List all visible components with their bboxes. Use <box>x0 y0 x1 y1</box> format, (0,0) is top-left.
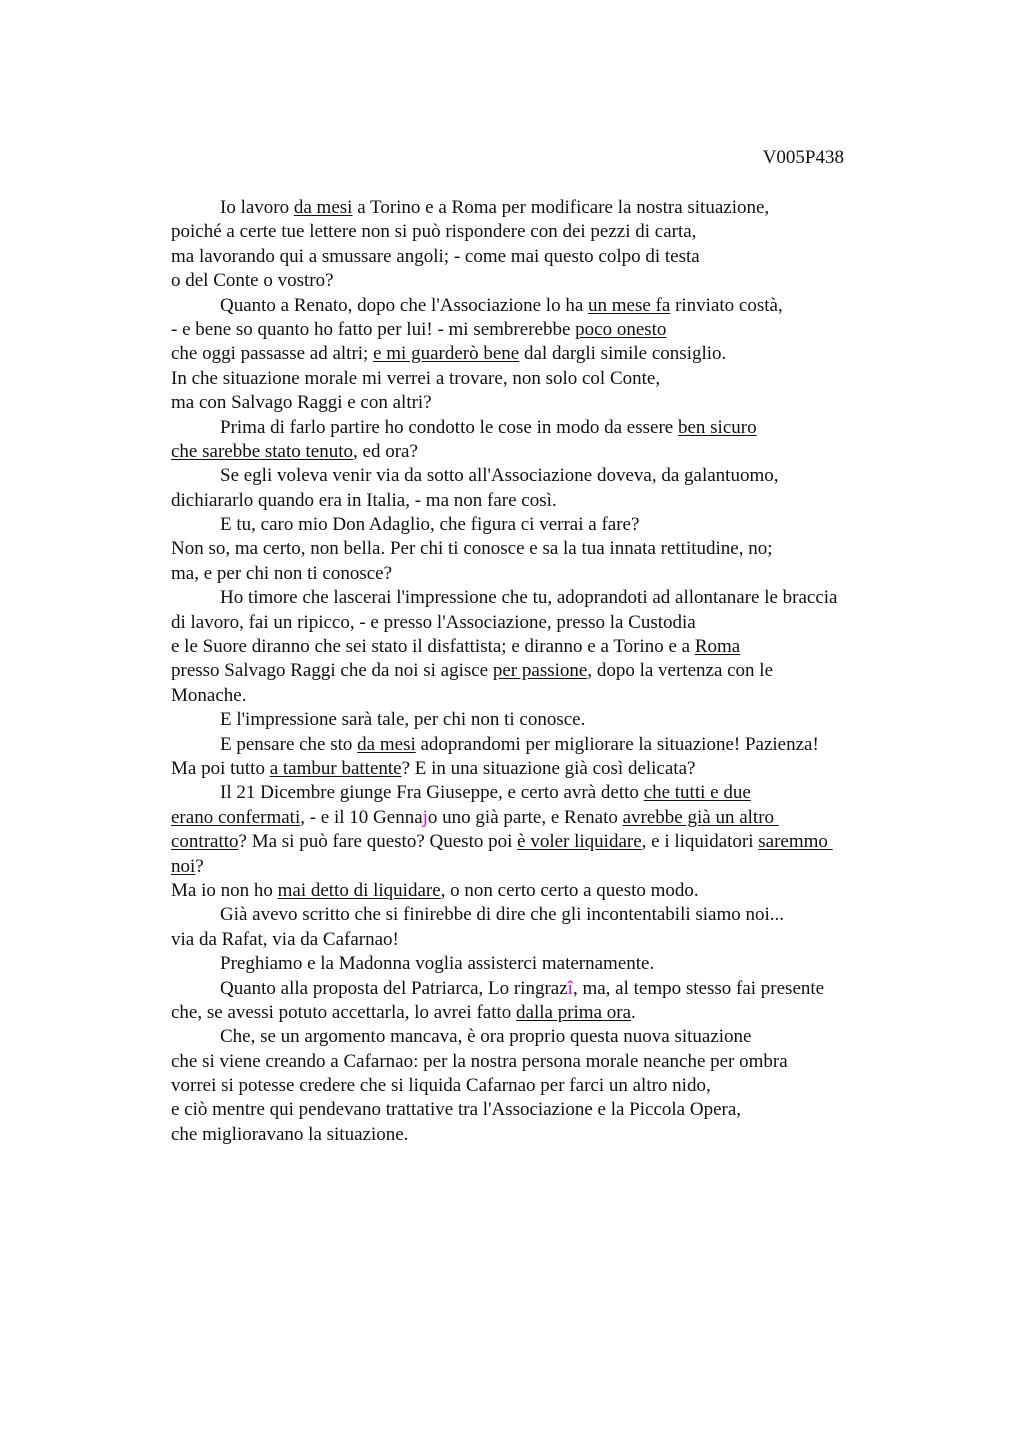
text-line <box>171 781 931 805</box>
underlined-text: da mesi <box>293 197 353 218</box>
text-segment: Che, se un argomento mancava, è ora proprio questa nuova situazione <box>220 1026 752 1048</box>
text-line <box>171 318 931 342</box>
text-segment: ma con Salvago Raggi e con altri? <box>171 392 432 414</box>
text-line <box>171 806 931 830</box>
text-segment: Quanto alla proposta del Patriarca, Lo ringraz <box>220 977 568 999</box>
text-segment: via da Rafat, via da Cafarnao! <box>171 928 399 950</box>
text-line <box>171 464 931 488</box>
text-segment: presso Salvago Raggi che da noi si agisce <box>171 660 493 682</box>
text-segment: , dopo la vertenza con le <box>587 660 774 682</box>
text-segment: Ma io non ho <box>171 879 278 901</box>
underlined-text: e mi guarderò bene <box>373 343 520 365</box>
text-line <box>171 977 931 1001</box>
text-line <box>171 757 931 781</box>
underlined-text: ben sicuro <box>677 416 757 438</box>
text-segment: vorrei si potesse credere che si liquida Cafarnao per farci un altro nido, <box>171 1075 711 1097</box>
text-segment: ? E in una situazione già così delicata? <box>401 757 696 779</box>
text-line <box>171 733 931 757</box>
text-segment: Quanto a Renato, dopo che l'Associazione lo ha <box>220 294 589 316</box>
text-segment: Il 21 Dicembre giunge Fra Giuseppe, e certo avrà detto <box>220 782 644 804</box>
text-line <box>171 489 931 513</box>
underlined-text: per passione <box>492 660 588 682</box>
text-line <box>171 659 931 683</box>
underlined-text: avrebbe già un altro <box>622 806 779 828</box>
text-line <box>171 708 931 732</box>
text-segment: rinviato costà, <box>670 294 783 316</box>
text-segment: dal dargli simile consiglio. <box>519 343 727 365</box>
text-line <box>171 513 931 537</box>
text-segment: e le Suore diranno che sei stato il disfattista; e diranno e a Torino e a <box>171 636 695 658</box>
text-segment: ? <box>195 855 204 877</box>
text-segment: che oggi passasse ad altri; <box>171 343 374 365</box>
underlined-text: poco onesto <box>575 318 667 340</box>
text-line <box>171 879 931 903</box>
text-segment: . <box>631 1001 636 1023</box>
text-line <box>171 220 931 244</box>
text-line <box>171 537 931 561</box>
text-line <box>171 1098 931 1122</box>
text-line <box>171 1050 931 1074</box>
text-segment: e ciò mentre qui pendevano trattative tra l'Associazione e la Piccola Opera, <box>171 1099 742 1121</box>
text-segment: E tu, caro mio Don Adaglio, che figura ci verrai a fare? <box>220 514 640 536</box>
text-segment: Monache. <box>171 684 247 706</box>
underlined-text: da mesi <box>357 733 416 755</box>
text-line <box>171 855 931 879</box>
text-segment: ma lavorando qui a smussare angoli; - come mai questo colpo di testa <box>171 245 700 267</box>
highlighted-char: î <box>567 977 573 999</box>
text-line <box>171 342 931 366</box>
text-line <box>171 611 931 635</box>
underlined-text: saremmo <box>758 831 833 853</box>
underlined-text: Roma <box>694 636 741 658</box>
underlined-text: che tutti e due <box>643 782 751 804</box>
text-line <box>171 903 931 927</box>
underlined-text: a tambur battente <box>269 757 402 779</box>
page-id: V005P438 <box>762 147 844 168</box>
text-segment: , ma, al tempo stesso fai presente <box>572 977 825 999</box>
text-line <box>171 635 931 659</box>
text-line <box>171 294 931 318</box>
text-line <box>171 269 931 293</box>
text-segment: o uno già parte, e Renato <box>427 806 623 828</box>
text-segment: , o non certo certo a questo modo. <box>440 879 699 901</box>
text-line <box>171 245 931 269</box>
text-line <box>171 830 931 854</box>
text-line <box>171 1123 931 1147</box>
letter-body <box>171 196 931 1147</box>
text-segment: , e i liquidatori <box>641 831 759 853</box>
text-segment: Ma poi tutto <box>171 757 270 779</box>
text-segment: Già avevo scritto che si finirebbe di dire che gli incontentabili siamo noi... <box>220 904 785 926</box>
text-segment: Non so, ma certo, non bella. Per chi ti conosce e sa la tua innata rettitudine, no; <box>171 538 773 560</box>
text-segment: o del Conte o vostro? <box>171 270 334 292</box>
text-segment: Io lavoro <box>220 197 294 218</box>
underlined-text: è voler liquidare <box>517 831 642 853</box>
text-segment: E l'impressione sarà tale, per chi non ti conosce. <box>220 709 586 731</box>
text-line <box>171 1001 931 1025</box>
text-line <box>171 928 931 952</box>
underlined-text: noi <box>171 855 196 877</box>
text-segment: , - e il 10 Genna <box>300 806 423 828</box>
text-line <box>171 684 931 708</box>
text-segment: Ho timore che lascerai l'impressione che tu, adoprandoti ad allontanare le braccia <box>220 587 838 609</box>
text-segment: - e bene so quanto ho fatto per lui! - mi sembrerebbe <box>171 318 576 340</box>
underlined-text: che sarebbe stato tenuto <box>171 440 354 462</box>
text-segment: che si viene creando a Cafarnao: per la nostra persona morale neanche per ombra <box>171 1050 788 1072</box>
text-segment: Preghiamo e la Madonna voglia assisterci maternamente. <box>220 953 655 975</box>
text-segment: ? Ma si può fare questo? Questo poi <box>238 831 518 853</box>
underlined-text: mai detto di liquidare <box>277 879 441 901</box>
text-line <box>171 367 931 391</box>
text-line <box>171 391 931 415</box>
text-line <box>171 586 931 610</box>
text-line <box>171 416 931 440</box>
text-line <box>171 1025 931 1049</box>
underlined-text: erano confermati <box>171 806 301 828</box>
text-segment: che miglioravano la situazione. <box>171 1123 409 1145</box>
underlined-text: un mese fa <box>588 294 671 316</box>
text-line <box>171 952 931 976</box>
text-segment: ma, e per chi non ti conosce? <box>171 562 393 584</box>
text-segment: poiché a certe tue lettere non si può rispondere con dei pezzi di carta, <box>171 221 697 243</box>
text-line <box>171 440 931 464</box>
text-segment: In che situazione morale mi verrei a trovare, non solo col Conte, <box>171 367 661 389</box>
text-segment: Se egli voleva venir via da sotto all'Associazione doveva, da galantuomo, <box>220 465 779 487</box>
text-segment: E pensare che sto <box>220 733 358 755</box>
text-segment: di lavoro, fai un ripicco, - e presso l'Associazione, presso la Custodia <box>171 611 696 633</box>
text-segment: Prima di farlo partire ho condotto le cose in modo da essere <box>220 416 678 438</box>
text-segment: a Torino e a Roma per modificare la nostra situazione, <box>352 197 770 218</box>
underlined-text: dalla prima ora <box>516 1001 632 1023</box>
highlighted-char: j <box>422 806 428 828</box>
text-line <box>171 562 931 586</box>
text-segment: , ed ora? <box>353 440 418 462</box>
text-segment: che, se avessi potuto accettarla, lo avrei fatto <box>171 1001 517 1023</box>
text-line <box>171 196 931 220</box>
text-segment: adoprandomi per migliorare la situazione! Pazienza! <box>415 733 819 755</box>
underlined-text: contratto <box>171 831 239 853</box>
text-segment: dichiararlo quando era in Italia, - ma non fare così. <box>171 489 557 511</box>
text-line <box>171 1074 931 1098</box>
